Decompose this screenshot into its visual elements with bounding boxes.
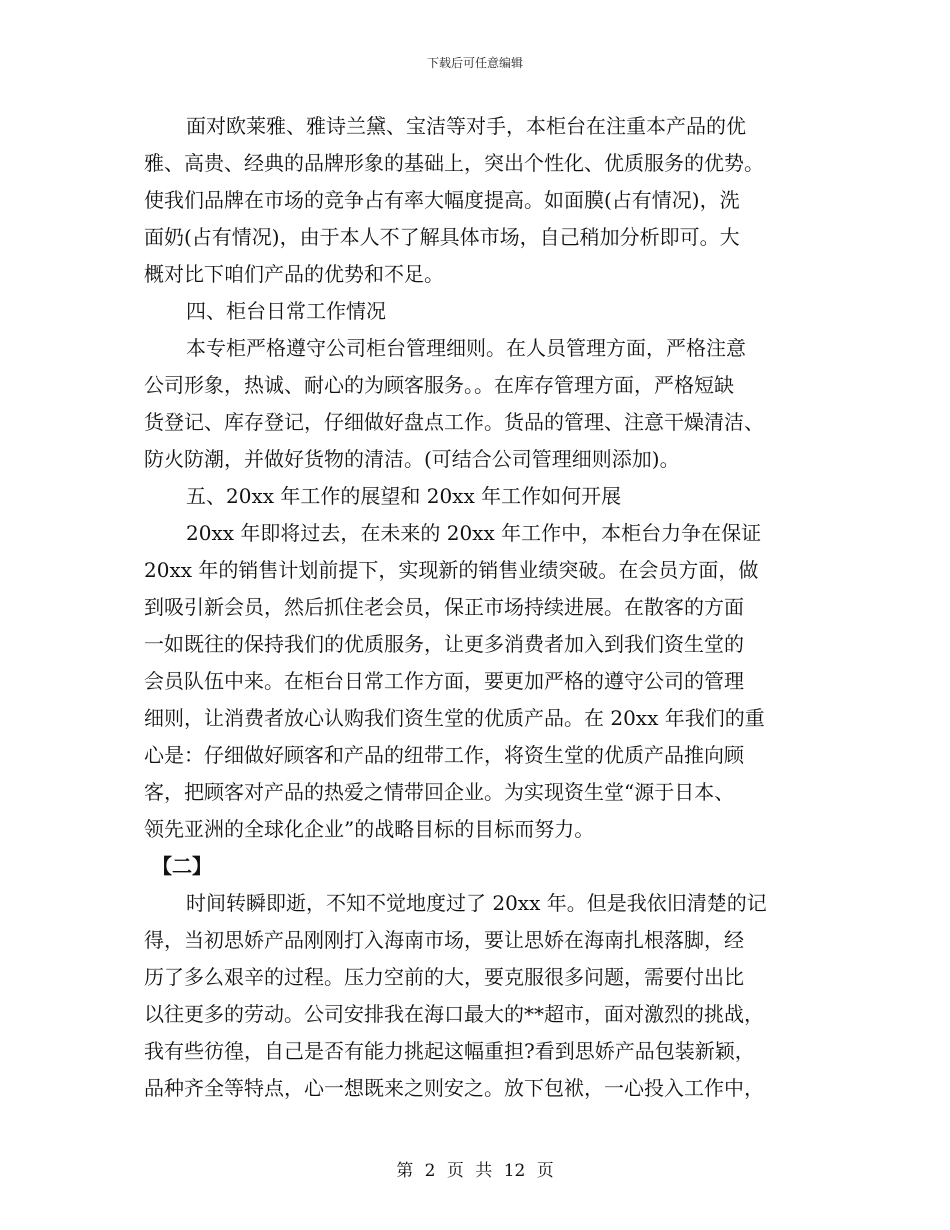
text-line: 面奶(占有情况)，由于本人不了解具体市场，自己稍加分析即可。大 — [144, 225, 740, 249]
text-line: 20xx 年即将过去，在未来的 20xx 年工作中，本柜台力争在保证 — [186, 521, 762, 545]
text-line: 心是：仔细做好顾客和产品的纽带工作，将资生堂的优质产品推向顾 — [144, 743, 744, 767]
text-line: 本专柜严格遵守公司柜台管理细则。在人员管理方面，严格注意 — [186, 336, 746, 360]
text-line: 20xx 年的销售计划前提下，实现新的销售业绩突破。在会员方面，做 — [144, 558, 759, 582]
text-line: 一如既往的保持我们的优质服务，让更多消费者加入到我们资生堂的 — [144, 632, 744, 656]
section-heading: 【二】 — [152, 854, 212, 878]
text-line: 细则，让消费者放心认购我们资生堂的优质产品。在 20xx 年我们的重 — [144, 706, 765, 730]
text-line: 以往更多的劳动。公司安排我在海口最大的**超市，面对激烈的挑战， — [144, 1002, 764, 1026]
text-line: 时间转瞬即逝，不知不觉地度过了 20xx 年。但是我依旧清楚的记 — [186, 891, 767, 915]
page-header: 下载后可任意编辑 — [426, 56, 523, 70]
text-line: 四、柜台日常工作情况 — [186, 299, 386, 323]
text-line: 五、20xx 年工作的展望和 20xx 年工作如何开展 — [186, 484, 622, 508]
text-line: 领先亚洲的全球化企业”的战略目标的目标而努力。 — [144, 817, 595, 841]
text-line: 客，把顾客对产品的热爱之情带回企业。为实现资生堂“源于日本、 — [144, 780, 735, 804]
text-line: 会员队伍中来。在柜台日常工作方面，要更加严格的遵守公司的管理 — [144, 669, 744, 693]
text-line: 货登记、库存登记，仔细做好盘点工作。货品的管理、注意干燥清洁、 — [144, 410, 764, 434]
text-line: 概对比下咱们产品的优势和不足。 — [144, 262, 444, 286]
text-line: 品种齐全等特点，心一想既来之则安之。放下包袱，一心投入工作中， — [144, 1076, 764, 1100]
text-line: 面对欧莱雅、雅诗兰黛、宝洁等对手，本柜台在注重本产品的优 — [186, 114, 746, 138]
text-line: 使我们品牌在市场的竞争占有率大幅度提高。如面膜(占有情况)，洗 — [144, 188, 740, 212]
text-line: 防火防潮，并做好货物的清洁。(可结合公司管理细则添加)。 — [144, 447, 680, 471]
body-text — [144, 108, 814, 1107]
text-line: 雅、高贵、经典的品牌形象的基础上，突出个性化、优质服务的优势。 — [144, 151, 764, 175]
text-line: 到吸引新会员，然后抓住老会员，保正市场持续进展。在散客的方面 — [144, 595, 744, 619]
text-line: 我有些彷徨，自己是否有能力挑起这幅重担?看到思娇产品包装新颖， — [144, 1039, 755, 1063]
page-footer: 第 2 页 共 12 页 — [396, 1161, 554, 1181]
text-line: 得，当初思娇产品刚刚打入海南市场，要让思娇在海南扎根落脚，经 — [144, 928, 744, 952]
text-line: 历了多么艰辛的过程。压力空前的大，要克服很多问题，需要付出比 — [144, 965, 744, 989]
text-line: 公司形象，热诚、耐心的为顾客服务。。在库存管理方面，严格短缺 — [144, 373, 734, 397]
